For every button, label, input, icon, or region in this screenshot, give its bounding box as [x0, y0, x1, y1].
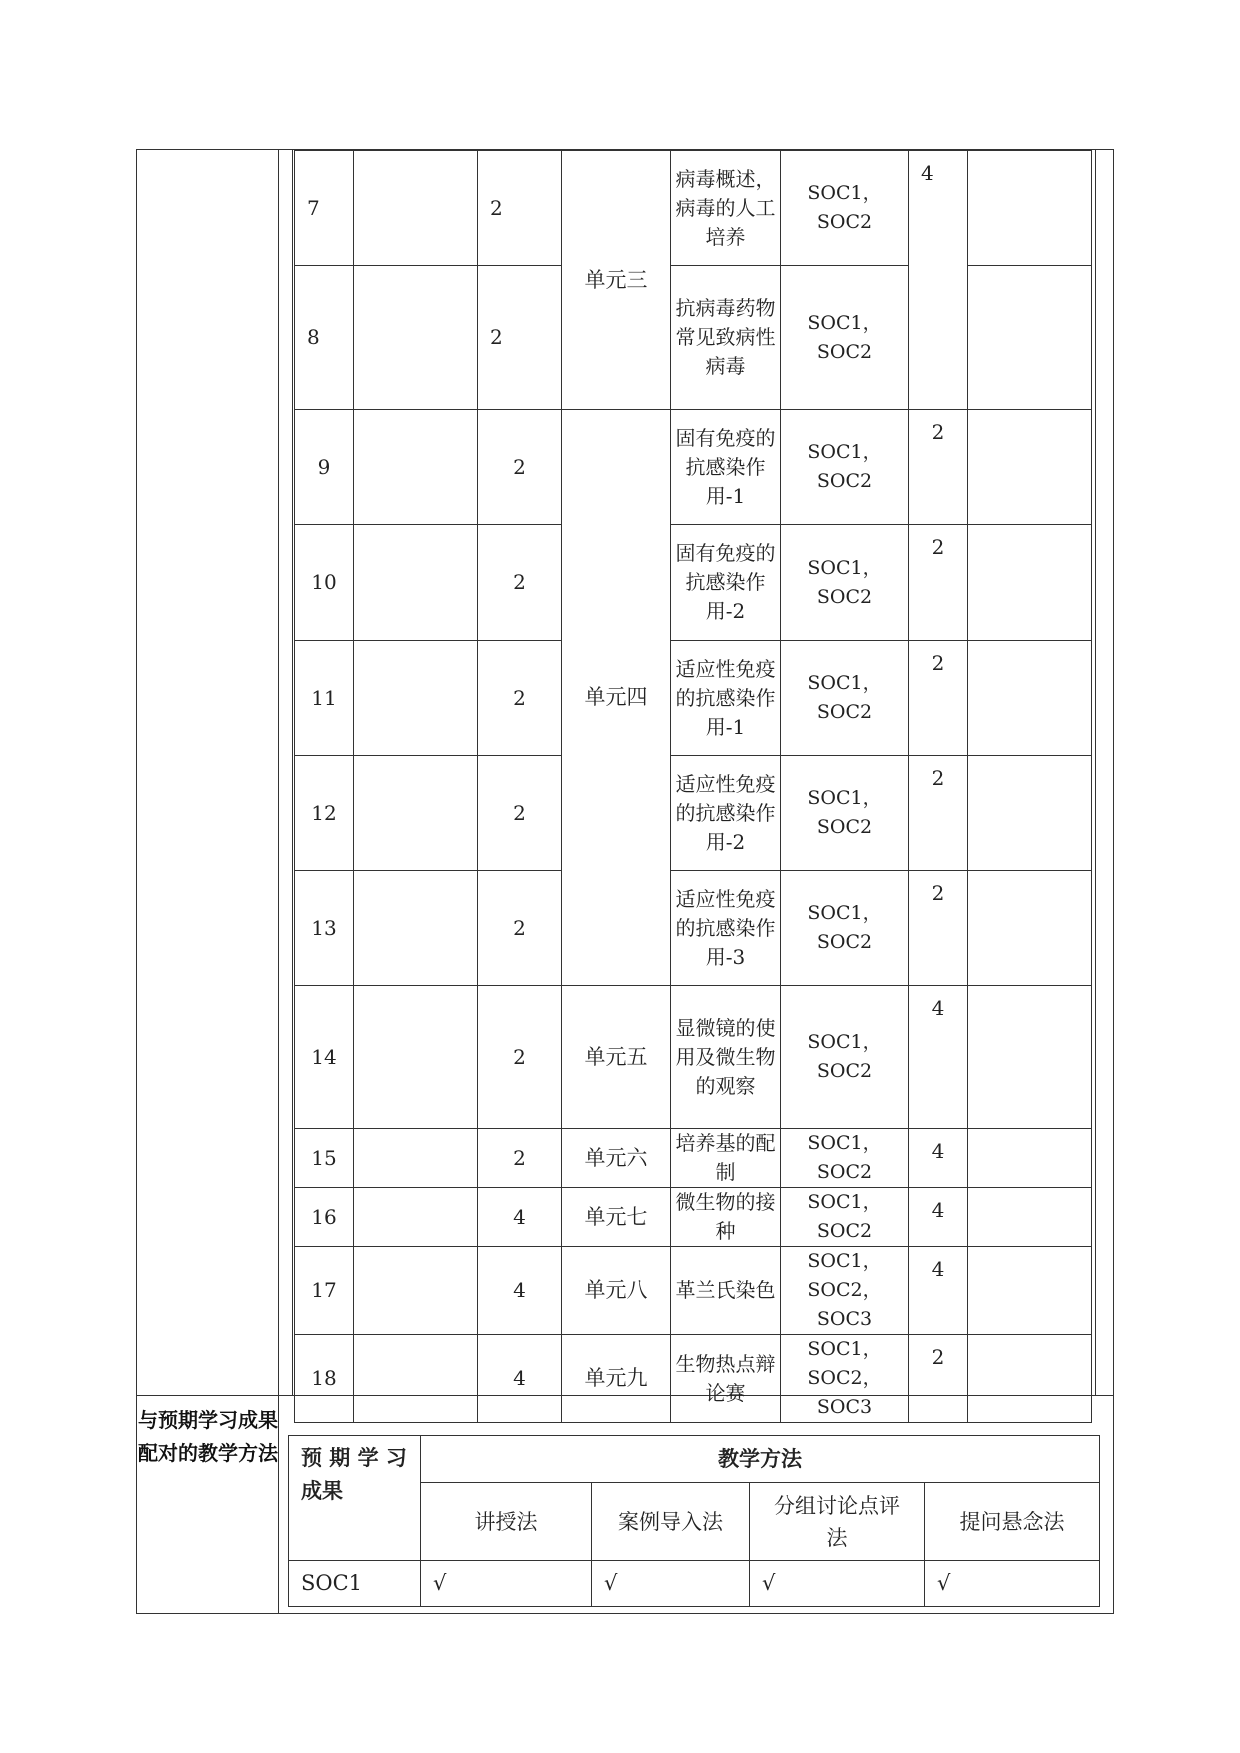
empty-cell — [968, 1247, 1092, 1335]
table-row — [295, 756, 1092, 871]
lesson-number: 17 — [295, 1247, 354, 1335]
lesson-topic: 病毒概述，病毒的人工培养 — [671, 151, 781, 266]
lesson-hours: 2 — [478, 410, 562, 525]
unit-name: 单元七 — [562, 1188, 671, 1247]
empty-cell — [968, 756, 1092, 871]
check-mark: √ — [421, 1561, 592, 1607]
check-mark: √ — [750, 1561, 925, 1607]
lesson-credit: 4 — [909, 1129, 968, 1188]
empty-cell — [968, 151, 1092, 266]
lesson-credit: 2 — [909, 1335, 968, 1423]
inner-left-border — [292, 149, 293, 1395]
empty-cell — [968, 871, 1092, 986]
lesson-number: 7 — [295, 151, 354, 266]
lesson-outcomes: SOC1，SOC2，SOC3 — [781, 1335, 909, 1423]
table-row — [295, 1188, 1092, 1247]
lesson-number: 16 — [295, 1188, 354, 1247]
lesson-topic: 革兰氏染色 — [671, 1247, 781, 1335]
method-name: 提问悬念法 — [925, 1483, 1100, 1561]
outcome-code: SOC1 — [289, 1561, 421, 1607]
methods-header-row — [289, 1436, 1100, 1483]
method-name: 案例导入法 — [592, 1483, 750, 1561]
lesson-hours: 2 — [478, 151, 562, 266]
empty-cell — [968, 641, 1092, 756]
unit-name: 单元八 — [562, 1247, 671, 1335]
lesson-topic: 抗病毒药物常见致病性病毒 — [671, 266, 781, 410]
inner-right-border — [1095, 149, 1096, 1395]
section-label: 与预期学习成果配对的教学方法 — [138, 1408, 278, 1465]
lesson-outcomes: SOC1，SOC2 — [781, 525, 909, 641]
lesson-credit: 2 — [909, 525, 968, 641]
lesson-topic: 适应性免疫的抗感染作用-1 — [671, 641, 781, 756]
lesson-hours: 2 — [478, 756, 562, 871]
lesson-credit: 2 — [909, 410, 968, 525]
lesson-credit: 2 — [909, 871, 968, 986]
empty-cell — [354, 151, 478, 266]
unit-name: 单元九 — [562, 1335, 671, 1423]
lesson-outcomes: SOC1，SOC2，SOC3 — [781, 1247, 909, 1335]
lesson-outcomes: SOC1，SOC2 — [781, 410, 909, 525]
lesson-credit: 2 — [909, 641, 968, 756]
table-row — [295, 151, 1092, 266]
lesson-credit: 2 — [909, 756, 968, 871]
lesson-hours: 4 — [478, 1335, 562, 1423]
lesson-credit: 4 — [909, 1247, 968, 1335]
methods-header: 教学方法 — [421, 1436, 1100, 1483]
unit-credit: 4 — [909, 151, 968, 410]
empty-cell — [354, 525, 478, 641]
table-row — [295, 641, 1092, 756]
lesson-number: 18 — [295, 1335, 354, 1423]
lesson-number: 11 — [295, 641, 354, 756]
lesson-topic: 生物热点辩论赛 — [671, 1335, 781, 1423]
lesson-topic: 显微镜的使用及微生物的观察 — [671, 986, 781, 1129]
lesson-topic: 固有免疫的抗感染作用-1 — [671, 410, 781, 525]
check-mark: √ — [925, 1561, 1100, 1607]
lesson-credit: 4 — [909, 986, 968, 1129]
unit-name: 单元四 — [562, 410, 671, 986]
lesson-number: 9 — [295, 410, 354, 525]
unit-name: 单元三 — [562, 151, 671, 410]
method-name: 分组讨论点评法 — [750, 1483, 925, 1561]
lesson-hours: 4 — [478, 1188, 562, 1247]
table-row — [295, 1247, 1092, 1335]
lesson-topic: 固有免疫的抗感染作用-2 — [671, 525, 781, 641]
lesson-outcomes: SOC1，SOC2 — [781, 986, 909, 1129]
methods-table — [288, 1435, 1100, 1607]
lesson-hours: 2 — [478, 641, 562, 756]
empty-cell — [354, 1247, 478, 1335]
lesson-number: 10 — [295, 525, 354, 641]
outcome-header: 预 期 学 习 成果 — [289, 1436, 421, 1561]
empty-cell — [968, 1129, 1092, 1188]
empty-cell — [354, 266, 478, 410]
unit-name: 单元五 — [562, 986, 671, 1129]
empty-cell — [354, 1188, 478, 1247]
empty-cell — [354, 1335, 478, 1423]
lesson-outcomes: SOC1，SOC2 — [781, 1188, 909, 1247]
empty-cell — [354, 871, 478, 986]
table-row — [289, 1561, 1100, 1607]
schedule-table — [294, 150, 1092, 1423]
lesson-hours: 2 — [478, 986, 562, 1129]
table-row — [295, 410, 1092, 525]
empty-cell — [354, 1129, 478, 1188]
unit-name: 单元六 — [562, 1129, 671, 1188]
lesson-hours: 2 — [478, 266, 562, 410]
lesson-hours: 2 — [478, 1129, 562, 1188]
empty-cell — [968, 1188, 1092, 1247]
lesson-hours: 2 — [478, 525, 562, 641]
method-name: 讲授法 — [421, 1483, 592, 1561]
table-row — [295, 986, 1092, 1129]
empty-cell — [968, 410, 1092, 525]
empty-cell — [354, 410, 478, 525]
empty-cell — [968, 525, 1092, 641]
lesson-number: 14 — [295, 986, 354, 1129]
lesson-outcomes: SOC1，SOC2 — [781, 151, 909, 266]
empty-cell — [354, 641, 478, 756]
empty-cell — [968, 986, 1092, 1129]
lesson-hours: 2 — [478, 871, 562, 986]
lesson-number: 8 — [295, 266, 354, 410]
empty-cell — [968, 266, 1092, 410]
table-row — [295, 266, 1092, 410]
lesson-credit: 4 — [909, 1188, 968, 1247]
check-mark: √ — [592, 1561, 750, 1607]
lesson-topic: 微生物的接种 — [671, 1188, 781, 1247]
table-row — [295, 1335, 1092, 1423]
lesson-topic: 培养基的配制 — [671, 1129, 781, 1188]
empty-cell — [354, 986, 478, 1129]
lesson-number: 13 — [295, 871, 354, 986]
lesson-number: 12 — [295, 756, 354, 871]
table-row — [295, 871, 1092, 986]
lesson-outcomes: SOC1，SOC2 — [781, 871, 909, 986]
lesson-number: 15 — [295, 1129, 354, 1188]
empty-cell — [968, 1335, 1092, 1423]
lesson-outcomes: SOC1，SOC2 — [781, 1129, 909, 1188]
table-row — [295, 525, 1092, 641]
lesson-hours: 4 — [478, 1247, 562, 1335]
lesson-topic: 适应性免疫的抗感染作用-3 — [671, 871, 781, 986]
empty-cell — [354, 756, 478, 871]
table-row — [295, 1129, 1092, 1188]
lesson-outcomes: SOC1，SOC2 — [781, 641, 909, 756]
lesson-outcomes: SOC1，SOC2 — [781, 266, 909, 410]
lesson-outcomes: SOC1，SOC2 — [781, 756, 909, 871]
lesson-topic: 适应性免疫的抗感染作用-2 — [671, 756, 781, 871]
